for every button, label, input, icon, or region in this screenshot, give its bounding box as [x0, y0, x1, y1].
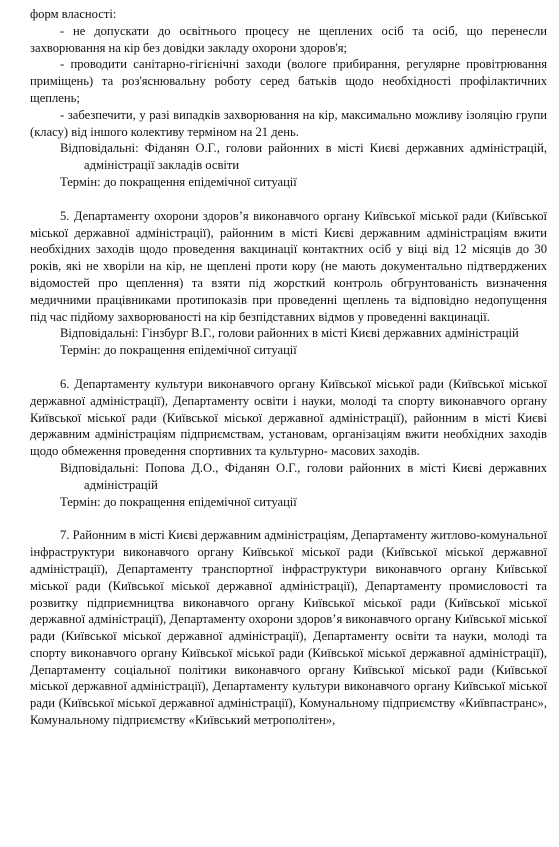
section-6-term: Термін: до покращення епідемічної ситуації — [60, 494, 297, 509]
bullet-sanitary-measures: - проводити санітарно-гігієнічні заходи (вологе прибирання, регулярне провітрювання приміщень) та роз'яснювальну роботу серед батьків щодо необхідності профілактичних щеплень; — [30, 57, 547, 105]
spacer — [30, 359, 547, 376]
section-7-text: 7. Районним в місті Києві державним адміністраціям, Департаменту житлово-комунальної інфраструктури виконавчого органу Київської міської ради (Київської міської державної адміністрації), Департаменту транспортної інфраструктури виконавчого органу Київської міської ради (Київської міської державної адміністрації), Департаменту промисловості та розвитку підприємництва виконавчого органу Київської міської ради (Київської міської державної адміністрації), Департаменту охорони здоров’я виконавчого органу Київської міської ради (Київської міської державної адміністрації), Департаменту освіти та науки, молоді та спорту виконавчого органу Київської міської ради (Київської міської державної адміністрації), Департаменту соціальної політики виконавчого органу Київської міської ради (Київської міської державної адміністрації), Департаменту культури виконавчого органу Київської міської ради (Київської міської державної адміністрації), Комунальному підприємству «Київпастранс», Комунальному підприємству «Київський метрополітен», — [30, 528, 547, 728]
bullet-isolation: - забезпечити, у разі випадків захворювання на кір, максимально можливу ізоляцію групи (класу) від іншого колективу терміном на 21 день. — [30, 107, 547, 139]
section-4-term: Термін: до покращення епідемічної ситуації — [60, 174, 297, 189]
section-6-responsible: Відповідальні: Попова Д.О., Фіданян О.Г., голови районних в місті Києві державних адміністрацій — [60, 460, 547, 492]
paragraph-form-of-ownership: форм власності: — [30, 7, 117, 21]
section-5-term: Термін: до покращення епідемічної ситуації — [60, 343, 297, 358]
bullet-no-admission: - не допускати до освітнього процесу не щеплених осіб та осіб, що перенесли захворювання на кір без довідки закладу охорони здоров'я; — [30, 23, 547, 55]
section-5-responsible: Відповідальні: Гінзбург В.Г., голови районних в місті Києві державних адміністрацій — [60, 326, 519, 341]
spacer — [30, 191, 547, 208]
section-6-text: 6. Департаменту культури виконавчого органу Київської міської ради (Київської міської державної адміністрації), Департаменту освіти і науки, молоді та спорту виконавчого органу Київської міської ради (Київської міської державної адміністрації), районним в місті Києві державним адміністраціям підприємствам, установам, організаціям вжити необхідних заходів щодо обмеження проведення спортивних та культурно- масових заходів. — [30, 376, 547, 459]
spacer — [30, 510, 547, 527]
section-5-text: 5. Департаменту охорони здоров’я виконавчого органу Київської міської ради (Київської міської державної адміністрації), районним в місті Києві державним адміністраціям вжити необхідних заходів щодо проведення вакцинації контактних осіб у віці від 12 місяців до 30 років, які не хворіли на кір, не щеплені проти кору (не мають документально підтверджених відомостей про щеплення) та взяти під жорсткий контроль обгрунтованість визначення медичними працівниками протипоказів при проведенні щеплень та відповідно недопущення під час підйому захворюваності на кір безпідставних відмов у проведенні вакцинації. — [30, 208, 547, 324]
section-4-responsible: Відповідальні: Фіданян О.Г., голови районних в місті Києві державних адміністрацій, адміністрації закладів освіти — [60, 141, 547, 173]
